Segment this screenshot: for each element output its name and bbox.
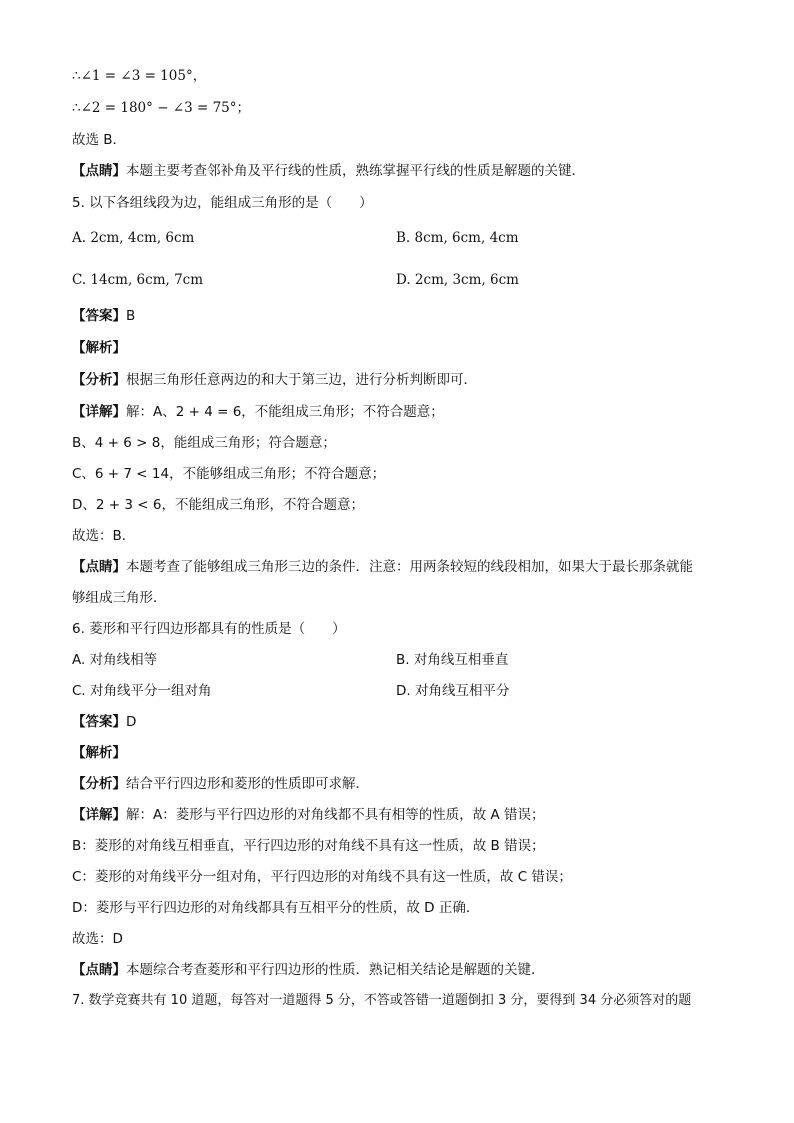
fenxi-line <box>72 370 477 390</box>
detail-line: 故选：B． <box>72 528 136 544</box>
comment-line <box>72 960 545 980</box>
fenxi-text: 根据三角形任意两边的和大于第三边，进行分析判断即可． <box>126 372 477 388</box>
detail-line: B：菱形的对角线互相垂直，平行四边形的对角线不具有这一性质，故 B 错误； <box>72 838 545 854</box>
text-line: ∴∠2 = 180° − ∠3 = 75°； <box>72 100 251 116</box>
question-stem: 5. 以下各组线段为边，能组成三角形的是（ ） <box>72 195 373 211</box>
answer-label: 【答案】 <box>72 308 126 324</box>
option-c: C. 14cm, 6cm, 7cm <box>72 272 204 288</box>
detail-line: D：菱形与平行四边形的对角线都具有互相平分的性质，故 D 正确． <box>72 900 480 916</box>
detail-line: 故选：D <box>72 931 123 947</box>
detail-line <box>72 805 545 825</box>
answer-label: 【答案】 <box>72 714 126 730</box>
text-line: 故选 B． <box>72 132 127 148</box>
option-b: B. 8cm, 6cm, 4cm <box>396 230 519 246</box>
option-c: C. 对角线平分一组对角 <box>72 683 212 699</box>
comment-label: 【点睛】 <box>72 962 126 978</box>
option-d: D. 2cm, 3cm, 6cm <box>396 272 519 288</box>
fenxi-text: 结合平行四边形和菱形的性质即可求解． <box>126 776 369 792</box>
comment-line <box>72 161 585 181</box>
answer-value: B <box>126 308 136 324</box>
answer-line <box>72 712 136 732</box>
detail-text: 解：A：菱形与平行四边形的对角线都不具有相等的性质，故 A 错误； <box>126 807 545 823</box>
comment-text: 本题综合考查菱形和平行四边形的性质．熟记相关结论是解题的关键． <box>126 962 545 978</box>
option-b: B. 对角线互相垂直 <box>396 652 509 668</box>
detail-line <box>72 402 444 422</box>
comment-line-cont: 够组成三角形． <box>72 590 167 606</box>
detail-line: B、4 + 6 > 8，能组成三角形；符合题意； <box>72 435 336 451</box>
comment-label: 【点睛】 <box>72 559 126 575</box>
detail-line: C、6 + 7 < 14，不能够组成三角形；不符合题意； <box>72 466 386 482</box>
comment-label: 【点睛】 <box>72 163 126 179</box>
analysis-label: 【解析】 <box>72 745 126 761</box>
detail-text: 解：A、2 + 4 = 6，不能组成三角形；不符合题意； <box>126 404 444 420</box>
detail-label: 【详解】 <box>72 807 126 823</box>
option-a: A. 2cm, 4cm, 6cm <box>72 230 195 246</box>
question-stem: 7. 数学竞赛共有 10 道题，每答对一道题得 5 分，不答或答错一道题倒扣 3 分，要得到 34 分必须答对的题 <box>72 993 692 1008</box>
detail-line: C：菱形的对角线平分一组对角，平行四边形的对角线不具有这一性质，故 C 错误； <box>72 869 572 885</box>
comment-text: 本题考查了能够组成三角形三边的条件．注意：用两条较短的线段相加，如果大于最长那条就能 <box>126 559 693 575</box>
question-stem: 6. 菱形和平行四边形都具有的性质是（ ） <box>72 621 346 637</box>
fenxi-label: 【分析】 <box>72 776 126 792</box>
detail-label: 【详解】 <box>72 404 126 420</box>
text-line: ∴∠1 = ∠3 = 105°， <box>72 68 207 84</box>
analysis-label: 【解析】 <box>72 340 126 356</box>
answer-line <box>72 306 135 326</box>
option-a: A. 对角线相等 <box>72 652 158 668</box>
option-d: D. 对角线互相平分 <box>396 683 510 699</box>
answer-value: D <box>126 714 137 730</box>
comment-line <box>72 557 693 577</box>
fenxi-line <box>72 774 369 794</box>
fenxi-label: 【分析】 <box>72 372 126 388</box>
detail-line: D、2 + 3 < 6，不能组成三角形，不符合题意； <box>72 497 364 513</box>
comment-text: 本题主要考查邻补角及平行线的性质，熟练掌握平行线的性质是解题的关键． <box>126 163 585 179</box>
